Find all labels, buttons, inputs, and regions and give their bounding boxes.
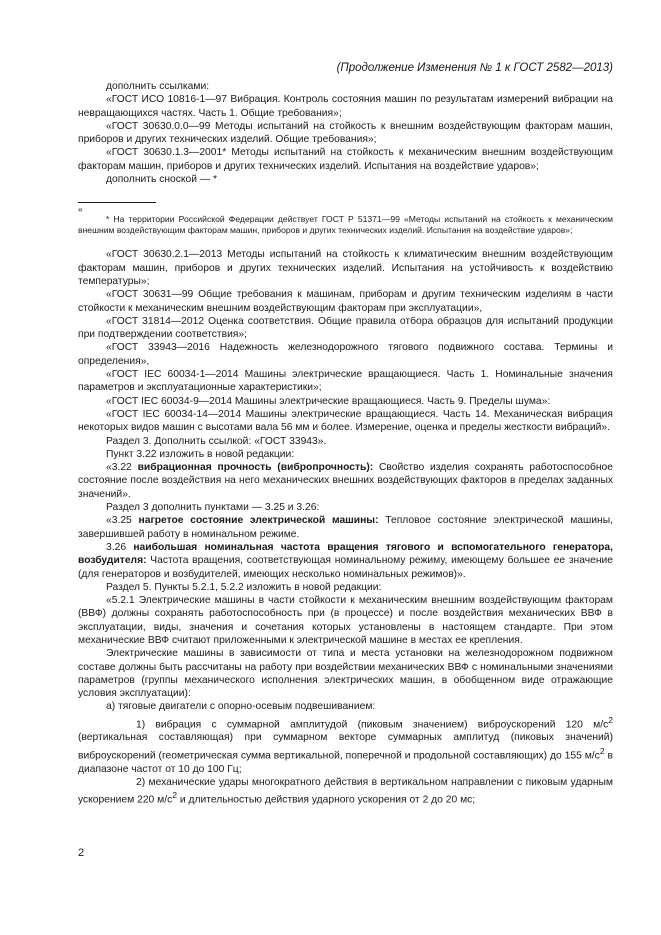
document-body: [78, 80, 613, 807]
superscript: 2: [599, 745, 605, 756]
term: вибрационная прочность (вибропрочность):: [137, 462, 374, 474]
paragraph: Раздел 3 дополнить пунктами — 3.25 и 3.26:: [106, 502, 320, 514]
definition-3-25: [78, 514, 613, 541]
paragraph: «ГОСТ 30631—99 Общие требования к машинам, приборам и другим техническим изделиям в части стойкости к механическим внешним воздействующим факторам при эксплуатации»,: [78, 289, 613, 314]
paragraph: «5.2.1 Электрические машины в части стойкости к механическим внешним воздействующим факторам (ВВФ) должны сохранять работоспособность при (в процессе) и после воздействия механических ВВФ в эксплуатации, виды, значения и сочетания которых установлены в настоящем стандарте. При этом механические ВВФ считают приложенными к электрической машине в местах ее крепления.: [78, 595, 613, 646]
paragraph: Электрические машины в зависимости от типа и места установки на железнодорожном подвижном составе должны быть рассчитаны на работу при воздействии механических ВВФ с номинальными значениями параметров (группы механического исполнения электрических машин, в обобщенном виде отражающие условия эксплуатации):: [78, 648, 613, 700]
paragraph: Раздел 3. Дополнить ссылкой: «ГОСТ 33943».: [106, 435, 327, 447]
paragraph: «ГОСТ IEC 60034-14—2014 Машины электрические вращающиеся. Часть 14. Механическая вибрация некоторых видов машин с высотами вала 56 мм и более. Измерение, оценка и пределы жесткости вибраций».: [78, 408, 613, 434]
clause-number: 3.26: [106, 541, 127, 553]
footnote-open-quote: «: [78, 204, 83, 215]
paragraph: «ГОСТ IEC 60034-1—2014 Машины электрические вращающиеся. Часть 1. Номинальные значения параметров и эксплуатационные характеристики»;: [78, 369, 613, 394]
definition-text: Свойство изделия сохранять работоспособное состояние после воздействия на него механических внешних воздействующих факторов в пределах заданных значений».: [78, 462, 613, 500]
paragraph: «ГОСТ 30630.2.1—2013 Методы испытаний на стойкость к климатическим внешним воздействующим факторам машин, приборов и других технических изделий. Испытания на устойчивость к воздействию температуры»;: [78, 249, 613, 287]
paragraph: «ГОСТ 30630.0.0—99 Методы испытаний на стойкость к внешним воздействующим факторам машин, приборов и других технических изделий. Общие требования»;: [78, 120, 613, 146]
footnote: * На территории Российской Федерации действует ГОСТ Р 51371—99 «Методы испытаний на стойкость к механическим внешним воздействующим факторам машин, приборов и других технических изделий. Испытания на воздействие ударов»;: [78, 214, 613, 236]
paragraph: дополнить сноской — *: [106, 174, 218, 186]
definition-3-22: [78, 461, 613, 501]
list-item-1: 1) вибрация с суммарной амплитудой (пиковым значением) виброускорений 120 $м/с^2$ (вертикальная составляющая) при суммарном векторе суммарных амплитуд (пиковых значений) виброускорений (геометрическая сумма вертикальной, поперечной и продольной составляющих) до 155 $м/с^2$ в диапазоне частот от 10 до 100 Гц;: [78, 714, 613, 775]
definition-3-26: [78, 541, 613, 581]
definition-text: Тепловое состояние электрической машины, завершившей работу в номинальном режиме.: [78, 515, 613, 540]
paragraph: «ГОСТ 30630.1.3—2001* Методы испытаний на стойкость к механическим внешним воздействующим факторам машин, приборов и других технических изделий. Испытания на воздействие ударов»;: [78, 147, 613, 172]
paragraph: дополнить ссылками:: [106, 81, 210, 92]
superscript: 2: [608, 714, 613, 725]
list-item-2: 2) механические удары многократного действия в вертикальном направлении с пиковым ударным ускорением 220 $м/с^2$ и длительностью действия ударного ускорения от 2 до 20 мс;: [78, 776, 613, 806]
paragraph: Пункт 3.22 изложить в новой редакции:: [106, 448, 295, 460]
footnote-rule: [78, 202, 156, 203]
definition-text: Частота вращения, соответствующая номинальному режиму, имеющему большее ее значение (для генераторов и возбудителей, имеющих несколько номинальных режимов)».: [78, 555, 613, 580]
paragraph: «ГОСТ ИСО 10816-1—97 Вибрация. Контроль состояния машин по результатам измерений вибрации на невращающихся частях. Часть 1. Общие требования»;: [78, 94, 613, 119]
paragraph: «ГОСТ 31814—2012 Оценка соответствия. Общие правила отбора образцов для испытаний продукции при подтверждении соответствия»;: [78, 315, 613, 341]
clause-number: «3.22: [106, 462, 132, 474]
paragraph: «ГОСТ IEC 60034-9—2014 Машины электрические вращающиеся. Часть 9. Пределы шума»:: [106, 395, 551, 407]
paragraph: «ГОСТ 33943—2016 Надежность железнодорожного тягового подвижного состава. Термины и определения»,: [78, 342, 613, 367]
term: нагретое состояние электрической машины:: [138, 515, 379, 527]
page-number: 2: [78, 847, 85, 859]
term: наибольшая номинальная частота вращения тягового и вспомогательного генератора, возбудителя:: [78, 541, 613, 567]
clause-number: «3.25: [106, 515, 132, 527]
superscript: 2: [172, 790, 177, 801]
paragraph: Раздел 5. Пункты 5.2.1, 5.2.2 изложить в новой редакции:: [106, 581, 382, 593]
paragraph: а) тяговые двигатели с опорно-осевым подвешиванием:: [106, 701, 376, 713]
running-header: (Продолжение Изменения № 1 к ГОСТ 2582—2013): [336, 62, 613, 74]
